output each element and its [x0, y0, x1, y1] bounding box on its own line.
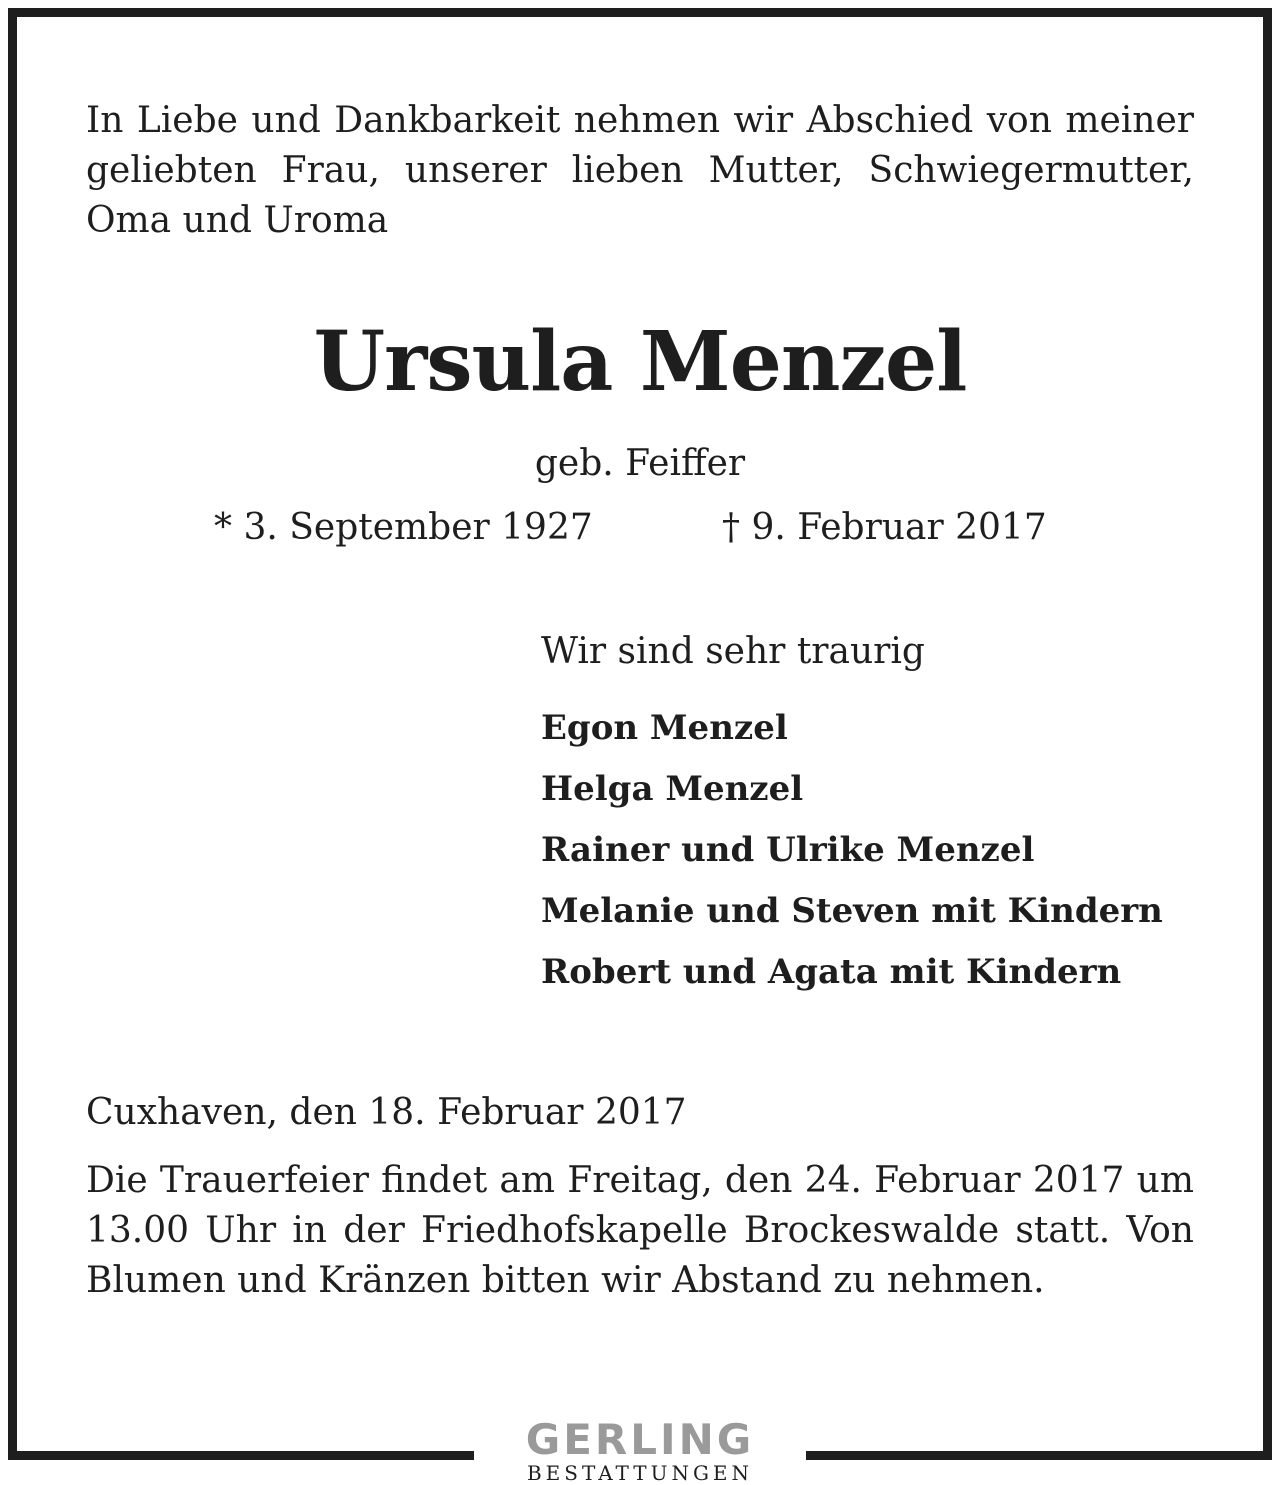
logo-wordmark: GERLING	[525, 1415, 755, 1464]
mourner-list	[541, 698, 1201, 1003]
deceased-name: Ursula Menzel	[313, 314, 967, 410]
mourner-item: Rainer und Ulrike Menzel	[541, 830, 1035, 870]
mourners-block	[541, 628, 1201, 1003]
frame-bottom-left	[8, 1451, 474, 1460]
death-date: † 9. Februar 2017	[722, 507, 1047, 548]
birth-date: * 3. September 1927	[214, 507, 593, 548]
frame-bottom-right	[806, 1451, 1272, 1460]
sad-line: Wir sind sehr traurig	[541, 631, 925, 672]
mourner-item: Robert und Agata mit Kindern	[541, 952, 1122, 992]
funeral-home-logo	[474, 1415, 806, 1485]
mourner-item: Helga Menzel	[541, 769, 804, 809]
logo-subtitle: BESTATTUNGEN	[526, 1461, 754, 1485]
intro-text: In Liebe und Dankbarkeit nehmen wir Abschied von meiner geliebten Frau, unserer lieben Mutter, Schwiegermutter, Oma und Uroma	[86, 100, 1194, 241]
mourner-item: Melanie und Steven mit Kindern	[541, 891, 1163, 931]
place-date: Cuxhaven, den 18. Februar 2017	[86, 1092, 687, 1133]
ceremony-text: Die Trauerfeier findet am Freitag, den 24. Februar 2017 um 13.00 Uhr in der Friedhofskapelle Brockeswalde statt. Von Blumen und Kränzen bitten wir Abstand zu nehmen.	[86, 1160, 1194, 1301]
maiden-name: geb. Feiffer	[534, 443, 746, 484]
mourner-item: Egon Menzel	[541, 708, 788, 748]
